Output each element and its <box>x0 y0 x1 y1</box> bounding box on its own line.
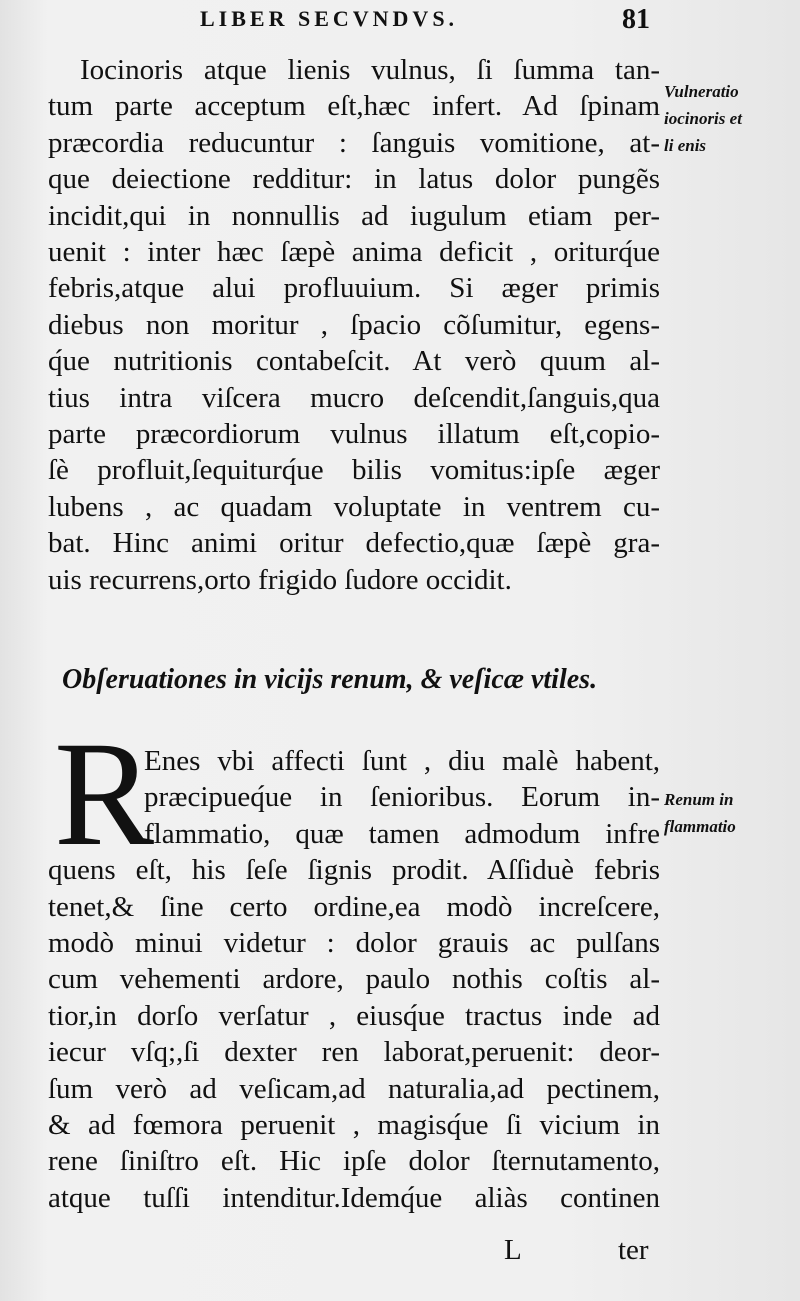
text-line: præcordia reducuntur : ſanguis vomitione, at- <box>48 126 660 159</box>
text-line: tum parte acceptum eſt,hæc infert. Ad ſpinam <box>48 90 660 123</box>
text-line: uis recurrens,orto frigido ſudore occidit. <box>48 563 512 596</box>
text-line: atque tuſſi intenditur.Idemq́ue aliàs continen <box>48 1181 660 1214</box>
text-line: uenit : inter hæc ſæpè anima deficit , oriturq́ue <box>48 236 660 269</box>
margin-note-line: Vulneratio <box>664 82 739 101</box>
text-line: Enes vbi affecti ſunt , diu malè habent, <box>144 745 660 777</box>
text-line: modò minui videtur : dolor grauis ac pulſans <box>48 927 660 960</box>
text-line: febris,atque alui profluuium. Si æger primis <box>48 272 660 305</box>
text-line: præcipueq́ue in ſenioribus. Eorum in- <box>144 781 660 814</box>
page-number: 81 <box>622 4 650 35</box>
page-footer <box>48 1234 660 1270</box>
page-header <box>0 4 800 40</box>
text-line: flammatio, quæ tamen admodum infre <box>144 817 660 850</box>
running-title: LIBER SECVNDVS. <box>200 6 459 31</box>
drop-cap: R <box>54 711 155 877</box>
margin-note-line: flammatio <box>664 817 736 836</box>
text-line: parte præcordiorum vulnus illatum eſt,copio- <box>48 418 660 451</box>
text-line: ſè profluit,ſequiturq́ue bilis vomitus:ipſe æger <box>48 454 660 487</box>
text-line: diebus non moritur , ſpacio cõſumitur, egens- <box>48 308 660 341</box>
text-line: iecur vſq;,ſi dexter ren laborat,peruenit: deor- <box>48 1036 660 1069</box>
margin-note-liver-spleen <box>664 78 794 159</box>
paragraph-kidney-observations <box>48 743 660 1216</box>
paragraph-liver-spleen-wounds <box>48 52 660 598</box>
margin-note-line: iocinoris et <box>664 109 742 128</box>
text-line: tius intra viſcera mucro deſcendit,ſanguis,qua <box>48 381 660 414</box>
text-line: rene ſiniſtro eſt. Hic ipſe dolor ſternutamento, <box>48 1145 660 1178</box>
text-line: lubens , ac quadam voluptate in ventrem cu- <box>48 490 660 523</box>
text-line: quens eſt, his ſeſe ſignis prodit. Aſſiduè febris <box>48 854 660 887</box>
text-line: que deiectione redditur: in latus dolor pungẽs <box>48 163 660 196</box>
text-line: ſum verò ad veſicam,ad naturalia,ad pectinem, <box>48 1072 660 1105</box>
text-line: tenet,& ſine certo ordine,ea modò increſcere, <box>48 890 660 923</box>
margin-note-line: Renum in <box>664 790 734 809</box>
margin-note-kidney-inflammation <box>664 786 794 840</box>
catchword: ter <box>618 1234 649 1266</box>
text-line: tior,in dorſo verſatur , eiusq́ue tractus inde ad <box>48 999 660 1032</box>
text-line: Iocinoris atque lienis vulnus, ſi ſumma tan- <box>80 54 660 86</box>
margin-note-line: li enis <box>664 136 707 155</box>
section-heading: Obſeruationes in vicijs renum, & veſicæ vtiles. <box>62 664 598 695</box>
signature-mark: L <box>504 1234 522 1266</box>
text-line: cum vehementi ardore, paulo nothis coſtis al- <box>48 963 660 996</box>
text-line: & ad fœmora peruenit , magisq́ue ſi vicium in <box>48 1109 660 1142</box>
text-line: bat. Hinc animi oritur defectio,quæ ſæpè gra- <box>48 527 660 560</box>
text-line: q́ue nutritionis contabeſcit. At verò quum al- <box>48 345 660 378</box>
text-line: incidit,qui in nonnullis ad iugulum etiam per- <box>48 199 660 232</box>
